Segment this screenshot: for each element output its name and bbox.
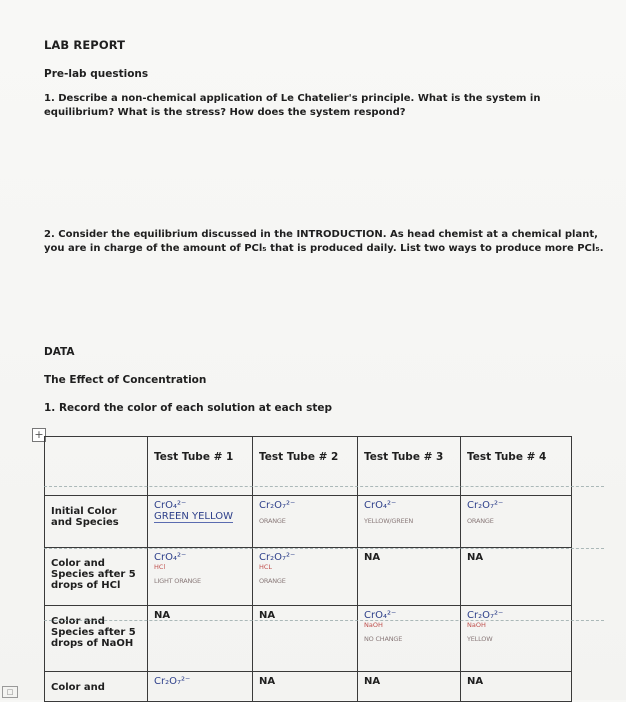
table-row-divider	[44, 620, 604, 621]
instruction-text: 1. Record the color of each solution at each step	[44, 402, 333, 414]
cell-r2-tt1[interactable]	[148, 548, 253, 606]
table-move-handle-icon[interactable]: +	[32, 428, 46, 442]
species-text: CrO₄²⁻	[154, 552, 187, 563]
header-test-tube-3: Test Tube # 3	[358, 437, 461, 496]
cell-r1-tt2[interactable]	[253, 496, 358, 548]
table-row	[45, 496, 572, 548]
prelab-heading: Pre-lab questions	[44, 68, 149, 80]
species-text: Cr₂O₇²⁻	[154, 676, 191, 687]
color-table	[44, 436, 572, 702]
cell-r2-tt4[interactable]: NA	[461, 548, 572, 606]
reagent-text: NaOH	[364, 621, 383, 629]
cell-r4-tt4[interactable]: NA	[461, 672, 572, 702]
color-text: ORANGE	[259, 517, 286, 525]
reagent-text: HCL	[259, 563, 273, 571]
cell-r3-tt3[interactable]	[358, 606, 461, 672]
question-2: 2. Consider the equilibrium discussed in the INTRODUCTION. As head chemist at a chemical plant, you are in charge of the amount of PCl₅ that is produced daily. List two ways to produce more PCl₅.	[44, 229, 604, 254]
header-test-tube-4: Test Tube # 4	[461, 437, 572, 496]
cell-r1-tt4[interactable]	[461, 496, 572, 548]
species-text: Cr₂O₇²⁻	[259, 552, 296, 563]
section-heading: The Effect of Concentration	[44, 374, 207, 386]
cell-r2-tt2[interactable]	[253, 548, 358, 606]
question-1: 1. Describe a non-chemical application of Le Chatelier's principle. What is the system in equilibrium? What is the stress? How does the system respond?	[44, 93, 541, 118]
row-label-naoh: Color and Species after 5 drops of NaOH	[45, 606, 148, 672]
species-text: CrO₄²⁻	[364, 500, 397, 511]
row-label-initial: Initial Color and Species	[45, 496, 148, 548]
table-row-divider	[44, 486, 604, 487]
table-row	[45, 672, 572, 702]
cell-r3-tt4[interactable]	[461, 606, 572, 672]
species-text: Cr₂O₇²⁻	[467, 500, 504, 511]
color-text: ORANGE	[259, 577, 286, 585]
row-label-color: Color and	[45, 672, 148, 702]
species-text: Cr₂O₇²⁻	[467, 610, 504, 621]
color-text: NO CHANGE	[364, 635, 403, 643]
table-row	[45, 606, 572, 672]
color-text: YELLOW	[467, 635, 493, 643]
cell-r4-tt3[interactable]: NA	[358, 672, 461, 702]
cell-r1-tt3[interactable]	[358, 496, 461, 548]
species-text: Cr₂O₇²⁻	[259, 500, 296, 511]
table-row-divider	[44, 548, 604, 549]
reagent-text: NaOH	[467, 621, 486, 629]
header-test-tube-1: Test Tube # 1	[148, 437, 253, 496]
species-text: CrO₄²⁻	[364, 610, 397, 621]
cell-r3-tt2[interactable]: NA	[253, 606, 358, 672]
color-text: LIGHT ORANGE	[154, 577, 201, 585]
cell-r1-tt1[interactable]	[148, 496, 253, 548]
cell-r4-tt1[interactable]	[148, 672, 253, 702]
species-text: CrO₄²⁻	[154, 500, 187, 511]
table-row	[45, 548, 572, 606]
row-label-hcl: Color and Species after 5 drops of HCl	[45, 548, 148, 606]
color-text: GREEN YELLOW	[154, 511, 233, 522]
cell-r4-tt2[interactable]: NA	[253, 672, 358, 702]
reagent-text: HCl	[154, 563, 166, 571]
report-title: LAB REPORT	[44, 38, 126, 52]
color-text: ORANGE	[467, 517, 494, 525]
data-heading: DATA	[44, 346, 75, 358]
color-text: YELLOW/GREEN	[364, 517, 414, 525]
header-test-tube-2: Test Tube # 2	[253, 437, 358, 496]
page-corner-icon: □	[2, 686, 18, 698]
cell-r2-tt3[interactable]: NA	[358, 548, 461, 606]
cell-r3-tt1[interactable]: NA	[148, 606, 253, 672]
